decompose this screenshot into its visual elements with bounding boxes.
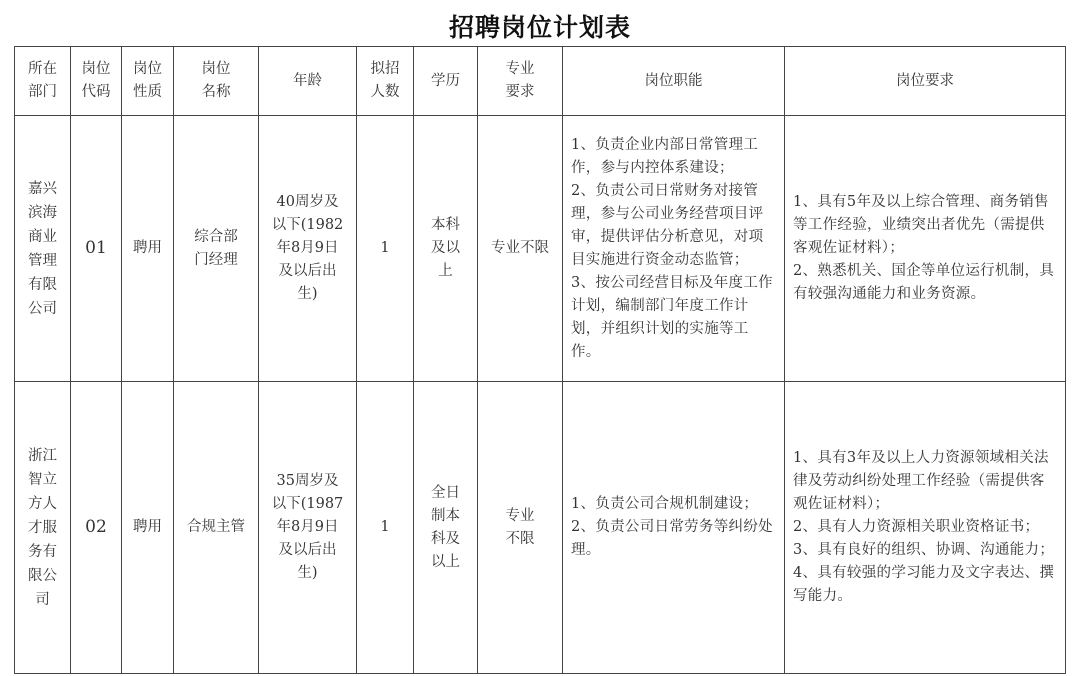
duty-line: 1、负责企业内部日常管理工作，参与内控体系建设； — [571, 136, 759, 176]
req-line: 1、具有5年及以上综合管理、商务销售等工作经验，业绩突出者优先（需提供客观佐证材料）； — [793, 194, 1049, 256]
table-row — [15, 116, 1066, 382]
header-req: 岗位要求 — [785, 47, 1066, 116]
req-line: 3、具有良好的组织、协调、沟通能力； — [793, 542, 1055, 558]
header-nature: 岗位性质 — [122, 47, 174, 116]
header-edu: 学历 — [414, 47, 478, 116]
cell-code: 02 — [71, 382, 122, 674]
header-row — [15, 47, 1066, 116]
header-major: 专业要求 — [478, 47, 563, 116]
cell-count: 1 — [357, 116, 414, 382]
header-age: 年龄 — [259, 47, 357, 116]
cell-age: 35周岁及以下(1987年8月9日及以后出生) — [259, 382, 357, 674]
cell-name: 综合部门经理 — [174, 116, 259, 382]
cell-duty — [563, 116, 785, 382]
cell-major: 专业不限 — [478, 116, 563, 382]
header-count: 拟招人数 — [357, 47, 414, 116]
recruitment-table — [14, 46, 1066, 674]
header-dept: 所在部门 — [15, 47, 71, 116]
req-line: 4、具有较强的学习能力及文字表达、撰写能力。 — [793, 565, 1055, 604]
cell-edu: 全日制本科及以上 — [414, 382, 478, 674]
cell-edu: 本科及以上 — [414, 116, 478, 382]
req-line: 2、熟悉机关、国企等单位运行机制，具有较强沟通能力和业务资源。 — [793, 263, 1055, 302]
req-line: 2、具有人力资源相关职业资格证书； — [793, 519, 1040, 535]
duty-line: 1、负责公司合规机制建设； — [571, 496, 759, 512]
duty-line: 2、负责公司日常财务对接管理，参与公司业务经营项目评审，提供评估分析意见，对项目实施进行资金动态监管； — [571, 182, 764, 268]
cell-duty — [563, 382, 785, 674]
cell-age: 40周岁及以下(1982年8月9日及以后出生) — [259, 116, 357, 382]
cell-nature: 聘用 — [122, 382, 174, 674]
duty-line: 3、按公司经营目标及年度工作计划，编制部门年度工作计划，并组织计划的实施等工作。 — [571, 274, 773, 360]
cell-nature: 聘用 — [122, 116, 174, 382]
req-line: 1、具有3年及以上人力资源领域相关法律及劳动纠纷处理工作经验（需提供客观佐证材料）； — [793, 450, 1049, 512]
cell-major: 专业不限 — [478, 382, 563, 674]
cell-dept: 浙江智立方人才服务有限公司 — [15, 382, 71, 674]
page-title: 招聘岗位计划表 — [448, 13, 631, 42]
table-row — [15, 382, 1066, 674]
cell-req — [785, 116, 1066, 382]
cell-dept: 嘉兴滨海商业管理有限公司 — [15, 116, 71, 382]
cell-name: 合规主管 — [174, 382, 259, 674]
cell-req — [785, 382, 1066, 674]
header-name: 岗位名称 — [174, 47, 259, 116]
header-code: 岗位代码 — [71, 47, 122, 116]
header-duty: 岗位职能 — [563, 47, 785, 116]
cell-count: 1 — [357, 382, 414, 674]
cell-code: 01 — [71, 116, 122, 382]
duty-line: 2、负责公司日常劳务等纠纷处理。 — [571, 519, 773, 558]
